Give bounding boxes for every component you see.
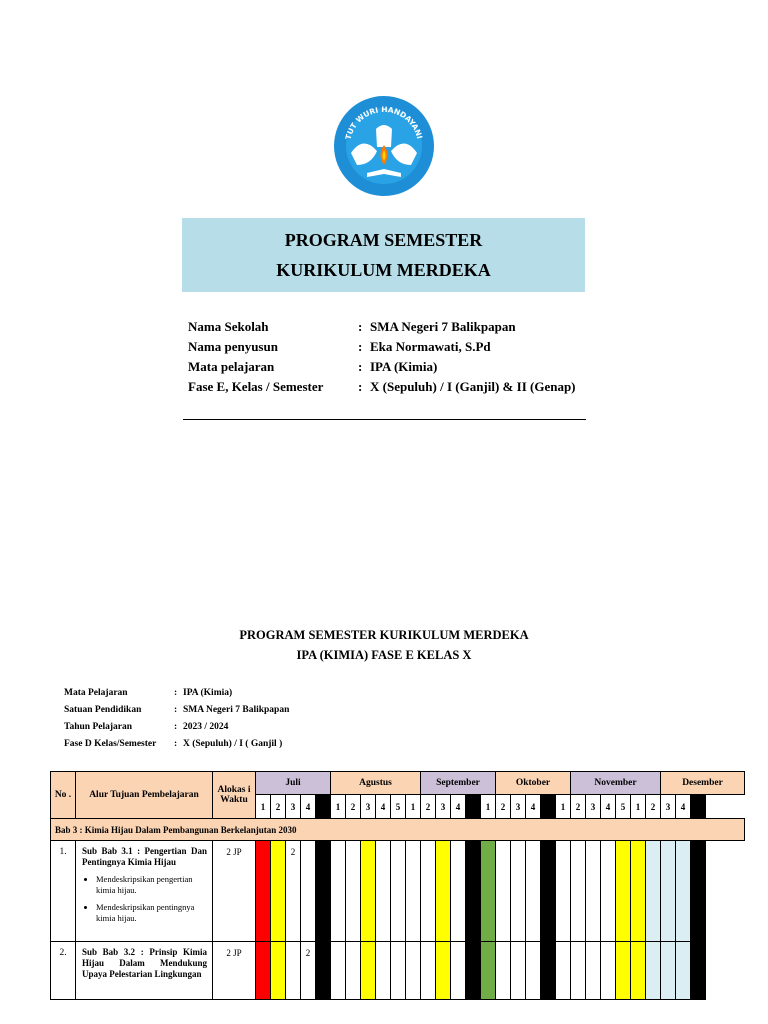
info-label: Nama penyusun xyxy=(188,339,278,354)
row-number: 2. xyxy=(51,942,76,1000)
meta-value: X (Sepuluh) / I ( Ganjil ) xyxy=(183,739,283,749)
month-november: November xyxy=(571,772,661,795)
list-item: • Mendeskripsikan pengertian kimia hijau. xyxy=(96,874,207,896)
row-subbab-title: Sub Bab 3.2 : Prinsip Kimia Hijau Dalam Mendukung Upaya Pelestarian Lingkungan xyxy=(82,947,207,979)
week-num: 3 xyxy=(661,795,676,819)
week-mark: 2 xyxy=(286,841,301,942)
meta-value: SMA Negeri 7 Balikpapan xyxy=(183,705,290,715)
meta-label: Satuan Pendidikan xyxy=(64,705,142,715)
cover-title-line1: PROGRAM SEMESTER xyxy=(284,230,483,250)
meta-row: Fase D Kelas/Semester : X (Sepuluh) / I ( Ganjil ) xyxy=(64,736,289,753)
week-num: 4 xyxy=(376,795,391,819)
meta-row: Satuan Pendidikan : SMA Negeri 7 Balikpapan xyxy=(64,702,289,719)
week-num: 4 xyxy=(676,795,691,819)
section-title-line2: IPA (KIMIA) FASE E KELAS X xyxy=(296,648,472,662)
month-juli: Juli xyxy=(256,772,331,795)
info-label: Mata pelajaran xyxy=(188,359,275,374)
week-num: 3 xyxy=(286,795,301,819)
schedule-table xyxy=(50,771,745,1000)
section-title-line1: PROGRAM SEMESTER KURIKULUM MERDEKA xyxy=(239,628,529,642)
cover-title-box xyxy=(182,218,585,292)
week-num: 1 xyxy=(556,795,571,819)
week-separator xyxy=(316,795,331,819)
info-value: X (Sepuluh) / I (Ganjil) & II (Genap) xyxy=(370,379,576,394)
header-alur: Alur Tujuan Pembelajaran xyxy=(76,772,213,819)
table-row xyxy=(51,942,745,1000)
week-num: 2 xyxy=(421,795,436,819)
week-num: 4 xyxy=(301,795,316,819)
week-num: 3 xyxy=(511,795,526,819)
info-value: IPA (Kimia) xyxy=(370,359,438,374)
week-num: 4 xyxy=(526,795,541,819)
section-meta xyxy=(64,685,289,753)
week-separator xyxy=(466,795,481,819)
week-num: 2 xyxy=(646,795,661,819)
week-separator xyxy=(541,795,556,819)
row-description xyxy=(76,841,213,942)
week-num: 1 xyxy=(631,795,646,819)
meta-row: Mata Pelajaran : IPA (Kimia) xyxy=(64,685,289,702)
info-row: Mata pelajaran : IPA (Kimia) xyxy=(188,357,576,377)
list-item: • Mendeskripsikan pentingnya kimia hijau. xyxy=(96,902,207,924)
svg-text:TUT WURI HANDAYANI: TUT WURI HANDAYANI xyxy=(343,104,425,141)
month-september: September xyxy=(421,772,496,795)
week-num: 2 xyxy=(271,795,286,819)
row-alokasi: 2 JP xyxy=(213,942,256,1000)
row-bullet-list xyxy=(82,874,207,924)
info-row: Fase E, Kelas / Semester : X (Sepuluh) / I (Ganjil) & II (Genap) xyxy=(188,377,576,397)
week-num: 3 xyxy=(586,795,601,819)
week-num: 5 xyxy=(616,795,631,819)
week-num: 1 xyxy=(256,795,271,819)
header-alokasi: Alokas i Waktu xyxy=(213,772,256,819)
meta-value: 2023 / 2024 xyxy=(183,722,229,732)
week-num: 3 xyxy=(436,795,451,819)
info-row: Nama Sekolah : SMA Negeri 7 Balikpapan xyxy=(188,317,576,337)
info-row: Nama penyusun : Eka Normawati, S.Pd xyxy=(188,337,576,357)
info-value: SMA Negeri 7 Balikpapan xyxy=(370,319,516,334)
row-description xyxy=(76,942,213,1000)
week-num: 1 xyxy=(331,795,346,819)
month-agustus: Agustus xyxy=(331,772,421,795)
week-mark: 2 xyxy=(301,942,316,1000)
table-row xyxy=(51,841,745,942)
week-num: 2 xyxy=(346,795,361,819)
row-subbab-title: Sub Bab 3.1 : Pengertian Dan Pentingnya Kimia Hijau xyxy=(82,846,207,867)
week-num: 5 xyxy=(391,795,406,819)
week-num: 1 xyxy=(406,795,421,819)
week-num: 2 xyxy=(571,795,586,819)
meta-value: IPA (Kimia) xyxy=(183,688,233,698)
info-label: Fase E, Kelas / Semester xyxy=(188,379,324,394)
week-separator xyxy=(691,795,706,819)
divider xyxy=(183,419,586,420)
meta-row: Tahun Pelajaran : 2023 / 2024 xyxy=(64,719,289,736)
meta-label: Tahun Pelajaran xyxy=(64,722,133,732)
tut-wuri-handayani-logo xyxy=(333,95,435,197)
week-num: 2 xyxy=(496,795,511,819)
month-desember: Desember xyxy=(661,772,745,795)
week-num: 3 xyxy=(361,795,376,819)
meta-label: Mata Pelajaran xyxy=(64,688,128,698)
info-value: Eka Normawati, S.Pd xyxy=(370,339,491,354)
row-alokasi: 2 JP xyxy=(213,841,256,942)
cover-title-line2: KURIKULUM MERDEKA xyxy=(276,260,491,280)
row-number: 1. xyxy=(51,841,76,942)
info-label: Nama Sekolah xyxy=(188,319,269,334)
week-num: 4 xyxy=(451,795,466,819)
bab-heading: Bab 3 : Kimia Hijau Dalam Pembangunan Berkelanjutan 2030 xyxy=(51,819,745,841)
meta-label: Fase D Kelas/Semester xyxy=(64,739,157,749)
month-oktober: Oktober xyxy=(496,772,571,795)
header-no: No . xyxy=(51,772,76,819)
cover-info xyxy=(188,317,576,397)
week-num: 4 xyxy=(601,795,616,819)
week-num: 1 xyxy=(481,795,496,819)
